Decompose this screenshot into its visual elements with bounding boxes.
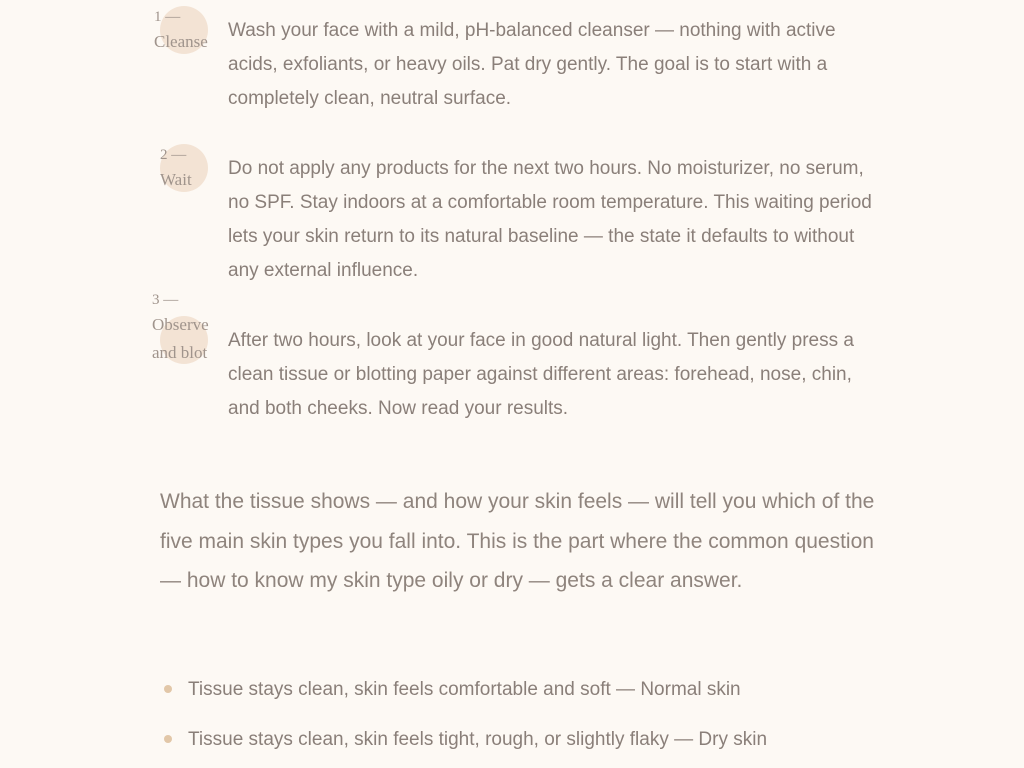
bullet-dot-icon	[164, 735, 172, 743]
step-label	[154, 6, 208, 56]
skin-type-results-list	[160, 670, 920, 768]
step-description: After two hours, look at your face in good natural light. Then gently press a clean tissue or blotting paper against different areas: forehead, nose, chin, and both cheeks. Now read your results.	[228, 330, 854, 419]
step-number: 1 —	[154, 9, 181, 25]
step-title: Observe and blot	[152, 315, 209, 362]
step-label	[152, 289, 222, 367]
step-description: Wash your face with a mild, pH-balanced cleanser — nothing with active acids, exfoliants, or heavy oils. Pat dry gently. The goal is to start with a completely clean, neutral surface.	[228, 20, 836, 109]
step-label	[160, 144, 192, 194]
list-item	[160, 670, 920, 710]
bullet-dot-icon	[164, 685, 172, 693]
result-text: Tissue stays clean, skin feels tight, rough, or slightly flaky — Dry skin	[188, 729, 768, 750]
skin-type-intro: What the tissue shows — and how your skin feels — will tell you which of the five main skin types you fall into. This is the part where the common question — how to know my skin type oily or dry — gets a clear answer.	[160, 490, 875, 592]
result-text: Tissue stays clean, skin feels comfortable and soft — Normal skin	[188, 679, 741, 700]
step-number: 3 —	[152, 292, 179, 308]
step-title: Wait	[160, 170, 192, 189]
step-description: Do not apply any products for the next two hours. No moisturizer, no serum, no SPF. Stay indoors at a comfortable room temperature. This waiting period lets your skin return to its natural baseline — the state it defaults to without any external influence.	[228, 158, 872, 281]
step-number: 2 —	[160, 147, 187, 163]
list-item	[160, 720, 920, 760]
step-title: Cleanse	[154, 32, 208, 51]
